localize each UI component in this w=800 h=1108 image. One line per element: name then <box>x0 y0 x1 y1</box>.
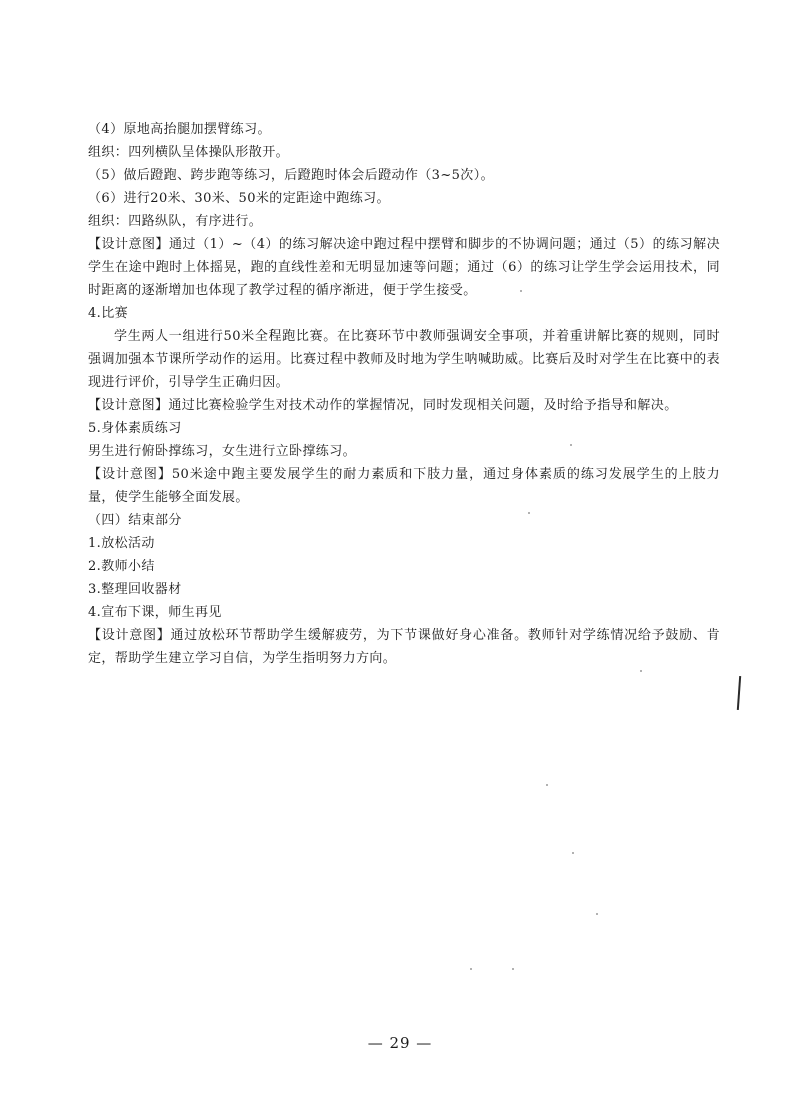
scan-mark <box>737 676 741 710</box>
list-item-dismissal: 4.宣布下课，师生再见 <box>88 605 222 620</box>
paragraph-design-intent-1: 【设计意图】通过（1）~（4）的练习解决途中跑过程中摆臂和脚步的不协调问题；通过（5）的练习解决学生在途中跑时上体摇晃，跑的直线性差和无明显加速等问题；通过（6）的练习让学生学会运用技术，同时距离的逐渐增加也体现了教学过程的循序渐进，便于学生接受。 <box>88 237 720 298</box>
page-number: — 29 — <box>367 1034 433 1052</box>
scan-dot <box>572 852 574 854</box>
scan-dot <box>520 290 522 292</box>
scan-dot <box>512 968 514 970</box>
heading-competition: 4.比赛 <box>88 306 129 321</box>
paragraph-organization-1: 组织：四列横队呈体操队形散开。 <box>88 145 290 160</box>
paragraph-physical-training: 男生进行俯卧撑练习，女生进行立卧撑练习。 <box>88 444 357 459</box>
paragraph-design-intent-4: 【设计意图】通过放松环节帮助学生缓解疲劳，为下节课做好身心准备。教师针对学练情况给予鼓励、肯定，帮助学生建立学习自信，为学生指明努力方向。 <box>88 628 720 666</box>
scan-dot <box>546 784 548 786</box>
text-body <box>88 118 720 670</box>
paragraph-step-6: （6）进行20米、30米、50米的定距途中跑练习。 <box>88 191 390 206</box>
scan-dot <box>570 444 572 446</box>
heading-physical-training: 5.身体素质练习 <box>88 421 182 436</box>
list-item-relaxation: 1.放松活动 <box>88 536 155 551</box>
scan-dot <box>640 670 642 672</box>
scan-dot <box>528 512 530 514</box>
heading-closing-section: （四）结束部分 <box>88 513 182 528</box>
paragraph-design-intent-3: 【设计意图】50米途中跑主要发展学生的耐力素质和下肢力量，通过身体素质的练习发展学生的上肢力量，使学生能够全面发展。 <box>88 467 720 505</box>
paragraph-design-intent-2: 【设计意图】通过比赛检验学生对技术动作的掌握情况，同时发现相关问题，及时给予指导和解决。 <box>88 398 678 413</box>
paragraph-step-5: （5）做后蹬跑、跨步跑等练习，后蹬跑时体会后蹬动作（3~5次）。 <box>88 168 495 183</box>
paragraph-competition: 学生两人一组进行50米全程跑比赛。在比赛环节中教师强调安全事项，并着重讲解比赛的规则，同时强调加强本节课所学动作的运用。比赛过程中教师及时地为学生呐喊助威。比赛后及时对学生在比赛中的表现进行评价，引导学生正确归因。 <box>88 329 720 390</box>
scan-dot <box>470 968 472 970</box>
paragraph-step-4: （4）原地高抬腿加摆臂练习。 <box>88 122 271 137</box>
paragraph-organization-2: 组织：四路纵队，有序进行。 <box>88 214 263 229</box>
list-item-equipment: 3.整理回收器材 <box>88 582 182 597</box>
list-item-teacher-summary: 2.教师小结 <box>88 559 155 574</box>
scan-dot <box>596 913 598 915</box>
